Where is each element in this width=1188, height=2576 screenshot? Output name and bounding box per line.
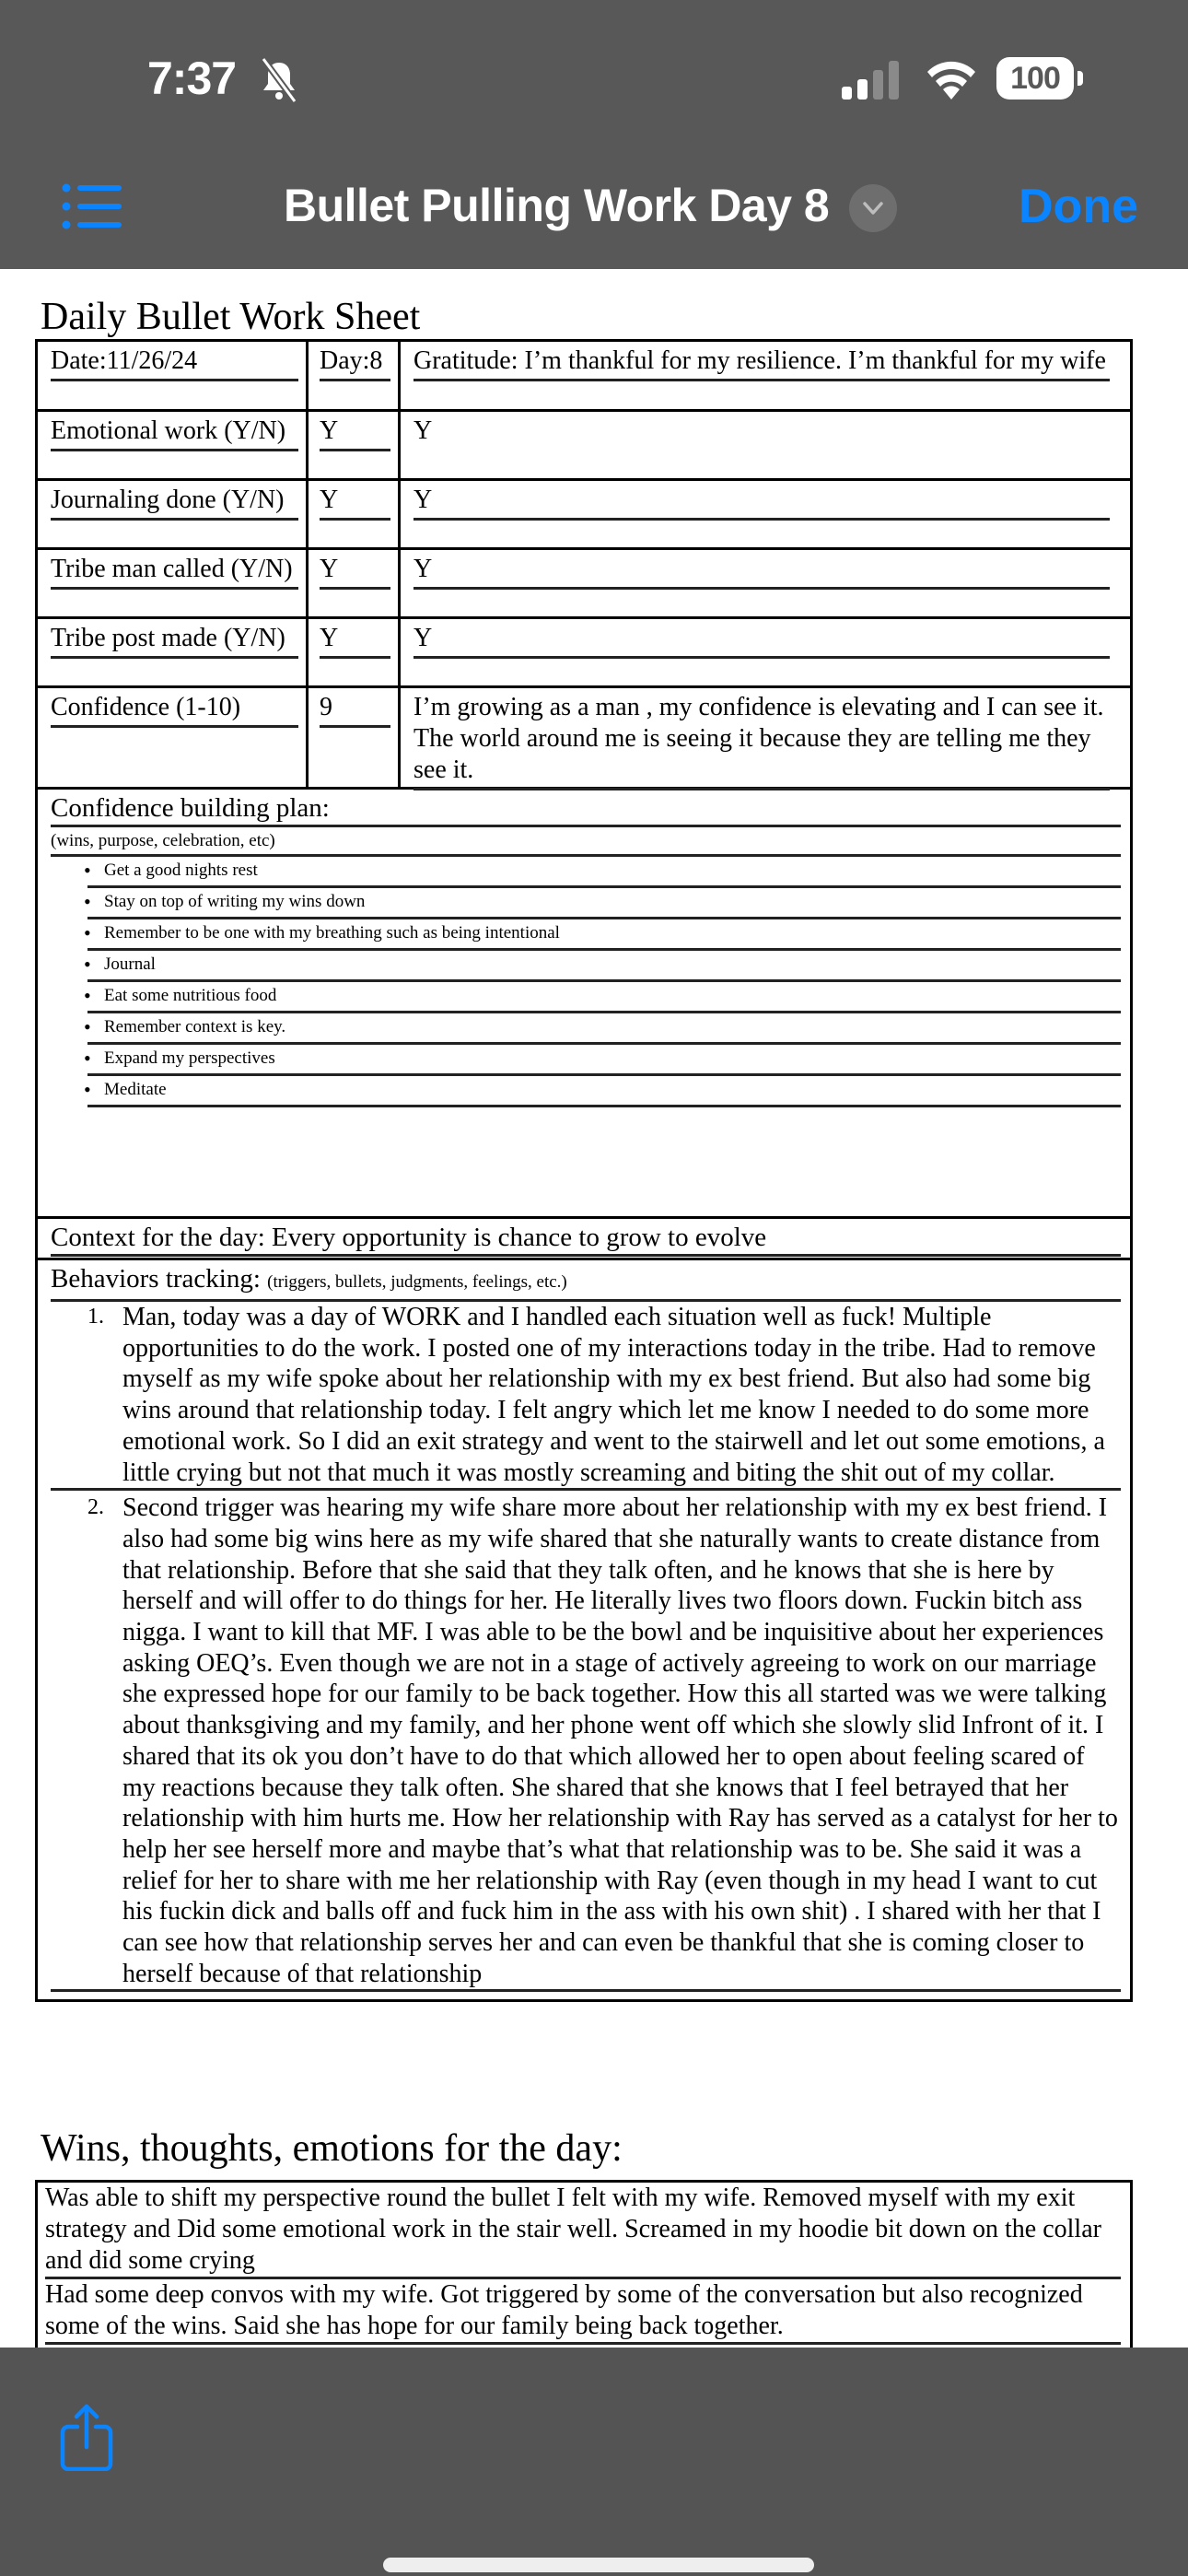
plan-item [87,857,1121,888]
tracking-label: Emotional work (Y/N) [51,416,298,451]
confidence-label: Confidence (1-10) [51,692,298,728]
plan-item [87,1076,1121,1107]
tracking-value-cell [309,481,401,547]
behaviors-subtitle: (triggers, bullets, judgments, feelings, etc.) [267,1272,567,1292]
plan-item-text: Stay on top of writing my wins down [104,892,366,911]
plan-item [87,888,1121,919]
home-indicator[interactable] [383,2558,814,2572]
worksheet-table [35,339,1133,2002]
share-icon[interactable] [59,2403,114,2471]
day-value: Day:8 [320,345,390,381]
tracking-value: Y [320,623,390,659]
tracking-label: Journaling done (Y/N) [51,485,298,521]
wins-item: Had some deep convos with my wife. Got triggered by some of the conversation but also recognized some of the wins. Said she has hope for our family being back together. [45,2279,1121,2345]
chevron-down-icon [862,199,884,217]
document-title[interactable]: Bullet Pulling Work Day 8 [284,180,830,231]
tracking-note-cell [401,550,1130,616]
wins-box [35,2180,1133,2355]
done-button[interactable]: Done [1019,180,1138,233]
behaviors-title [51,1260,1121,1302]
context-section [38,1219,1130,1260]
tracking-value: Y [320,485,390,521]
behavior-item [51,1302,1121,1491]
tracking-label-cell [38,481,309,547]
header-row [38,342,1130,412]
plan-item-text: Remember context is key. [104,1017,286,1036]
confidence-row [38,688,1130,790]
cellular-signal-icon [840,61,904,100]
tracking-label: Tribe post made (Y/N) [51,623,298,659]
tracking-note-cell [401,619,1130,685]
tracking-note: Y [413,554,1110,590]
tracking-row-emotional-work [38,412,1130,481]
confidence-value-cell [309,688,401,787]
plan-item [87,1045,1121,1076]
day-cell [309,342,401,409]
gratitude-cell [401,342,1130,409]
wins-item: Was able to shift my perspective round the bullet I felt with my wife. Removed myself with my exit strategy and Did some emotional work in the stair well. Screamed in my hoodie bit down on the collar and did some crying [45,2183,1121,2279]
confidence-plan-subtitle: (wins, purpose, celebration, etc) [51,827,1121,857]
behavior-number: 1. [87,1305,104,1329]
silent-bell-icon [258,57,300,103]
plan-item-text: Remember to be one with my breathing such as being intentional [104,923,560,943]
confidence-label-cell [38,688,309,787]
plan-item-text: Expand my perspectives [104,1048,275,1068]
tracking-label-cell [38,619,309,685]
plan-item [87,919,1121,951]
date-value: Date:11/26/24 [51,345,298,381]
confidence-value: 9 [320,692,390,728]
status-time: 7:37 [147,53,237,104]
plan-item [87,1013,1121,1045]
confidence-note-cell [401,688,1130,787]
plan-item-text: Eat some nutritious food [104,986,277,1005]
behavior-number: 2. [87,1495,104,1520]
tracking-value-cell [309,550,401,616]
tracking-note: Y [413,485,1110,521]
behaviors-title-text: Behaviors tracking: [51,1264,261,1294]
title-menu-button[interactable] [849,184,897,232]
bottom-toolbar [0,2348,1188,2576]
document-view[interactable] [0,269,1188,2348]
wins-title: Wins, thoughts, emotions for the day: [41,2127,623,2170]
behavior-item [51,1493,1121,1992]
tracking-note: Y [413,623,1110,659]
confidence-plan-title: Confidence building plan: [51,790,1121,827]
top-bar [0,0,1188,269]
tracking-row-tribe-man-called [38,550,1130,619]
plan-item-text: Get a good nights rest [104,861,258,880]
plan-item [87,951,1121,982]
tracking-label: Tribe man called (Y/N) [51,554,298,590]
tracking-label-cell [38,550,309,616]
plan-item [87,982,1121,1013]
context-text: Context for the day: Every opportunity is chance to grow to evolve [51,1221,1121,1257]
tracking-value-cell [309,412,401,478]
list-menu-icon[interactable] [61,182,123,230]
date-cell [38,342,309,409]
behavior-text: Man, today was a day of WORK and I handled each situation well as fuck! Multiple opportunities to do the work. I posted one of my interactions today in the tribe. Had to remove myself as my wife spoke about her relationship with my ex best friend. But also had some big wins around that relationship today. I felt angry which let me know I needed to do some more emotional work. So I did an exit strategy and went to the stairwell and let out some emotions, a little crying but not that much it was mostly screaming and biting the shit out of my collar. [122,1303,1105,1487]
confidence-plan-section [38,790,1130,1219]
tracking-note-cell [401,481,1130,547]
behavior-text: Second trigger was hearing my wife share more about her relationship with my ex best friend. I also had some big wins here as my wife shared that she naturally wants to create distance from that relationship. Before that she said that they talk often, and he knows that she is here by herself and will offer to do things for her. He literally lives two floors down. Fuckin bitch ass nigga. I want to kill that MF. I was able to be the bowl and be inquisitive about her experiences asking OEQ’s. Even though we are not in a stage of actively agreeing to work on our marriage she expressed hope for our family to be back together. How this all started was we were talking about thanksgiving and my family, and her phone went off which she slowly slid Infront of it. I shared that its ok you don’t have to do that which allowed her to open about feeling scared of my reactions because they talk often. She shared that she knows that I feel betrayed that her relationship with him hurts me. How her relationship with Ray has served as a catalyst for her to help her see herself more and maybe that’s what that relationship was to be. She said it was a relief for her to share with me her relationship with Ray (even though in my head I want to cut his fuckin dick and balls off and fuck him in the ass with his own shit) . I shared with her that I can see how that relationship serves her and can even be thankful that she is coming closer to herself because of that relationship [122,1493,1118,1988]
tracking-value-cell [309,619,401,685]
gratitude-text: Gratitude: I’m thankful for my resilience. I’m thankful for my wife [413,345,1110,381]
confidence-note: I’m growing as a man , my confidence is elevating and I can see it. The world around me is seeing it because they are telling me they see it. [413,692,1110,790]
tracking-note: Y [413,416,433,445]
wifi-icon [925,57,978,100]
plan-item-text: Journal [104,954,156,974]
plan-item-text: Meditate [104,1080,167,1099]
battery-nub [1077,71,1083,86]
worksheet-title: Daily Bullet Work Sheet [41,296,421,338]
tracking-value: Y [320,416,390,451]
behaviors-section [38,1260,1130,1999]
battery-indicator [996,57,1085,100]
battery-level: 100 [996,57,1074,100]
tracking-row-tribe-post-made [38,619,1130,688]
tracking-label-cell [38,412,309,478]
tracking-value: Y [320,554,390,590]
tracking-note-cell [401,412,1130,478]
tracking-row-journaling [38,481,1130,550]
